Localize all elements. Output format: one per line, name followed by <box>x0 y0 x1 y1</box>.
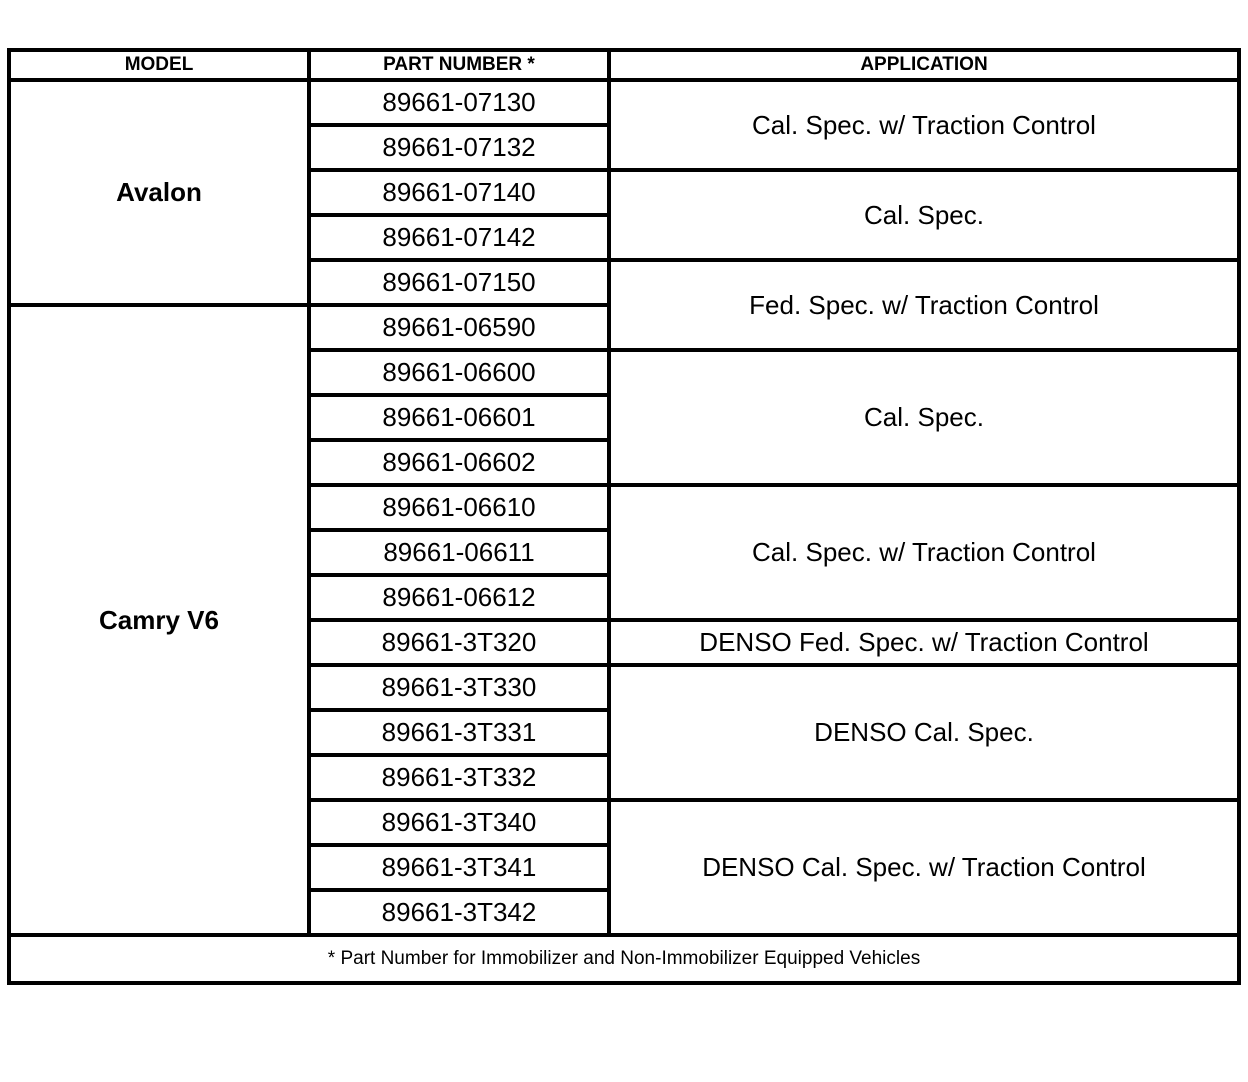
part-number-cell: 89661-3T332 <box>309 755 609 800</box>
model-camry-v6: Camry V6 <box>9 305 309 935</box>
part-number-cell: 89661-3T341 <box>309 845 609 890</box>
part-number-cell: 89661-06602 <box>309 440 609 485</box>
footnote: * Part Number for Immobilizer and Non-Immobilizer Equipped Vehicles <box>9 935 1239 983</box>
part-number-cell: 89661-07132 <box>309 125 609 170</box>
model-avalon: Avalon <box>9 80 309 305</box>
part-number-table <box>7 48 1241 985</box>
application-cell: DENSO Cal. Spec. w/ Traction Control <box>609 800 1239 935</box>
table-header-row <box>9 50 1239 80</box>
part-number-cell: 89661-07130 <box>309 80 609 125</box>
part-number-cell: 89661-3T320 <box>309 620 609 665</box>
part-number-cell: 89661-3T330 <box>309 665 609 710</box>
header-model: MODEL <box>9 50 309 80</box>
header-part-number: PART NUMBER * <box>309 50 609 80</box>
part-number-cell: 89661-07142 <box>309 215 609 260</box>
part-number-cell: 89661-3T342 <box>309 890 609 935</box>
application-cell: DENSO Cal. Spec. <box>609 665 1239 800</box>
part-number-cell: 89661-06610 <box>309 485 609 530</box>
header-application: APPLICATION <box>609 50 1239 80</box>
part-number-cell: 89661-07150 <box>309 260 609 305</box>
part-number-cell: 89661-06611 <box>309 530 609 575</box>
part-number-cell: 89661-06590 <box>309 305 609 350</box>
part-number-cell: 89661-06600 <box>309 350 609 395</box>
table-row <box>9 80 1239 125</box>
application-cell: Cal. Spec. w/ Traction Control <box>609 80 1239 170</box>
footnote-row <box>9 935 1239 983</box>
part-number-cell: 89661-07140 <box>309 170 609 215</box>
application-cell: DENSO Fed. Spec. w/ Traction Control <box>609 620 1239 665</box>
application-cell: Cal. Spec. w/ Traction Control <box>609 485 1239 620</box>
application-cell: Cal. Spec. <box>609 170 1239 260</box>
part-number-cell: 89661-06612 <box>309 575 609 620</box>
part-number-cell: 89661-3T340 <box>309 800 609 845</box>
part-number-cell: 89661-06601 <box>309 395 609 440</box>
application-cell: Cal. Spec. <box>609 350 1239 485</box>
application-cell: Fed. Spec. w/ Traction Control <box>609 260 1239 350</box>
part-number-cell: 89661-3T331 <box>309 710 609 755</box>
